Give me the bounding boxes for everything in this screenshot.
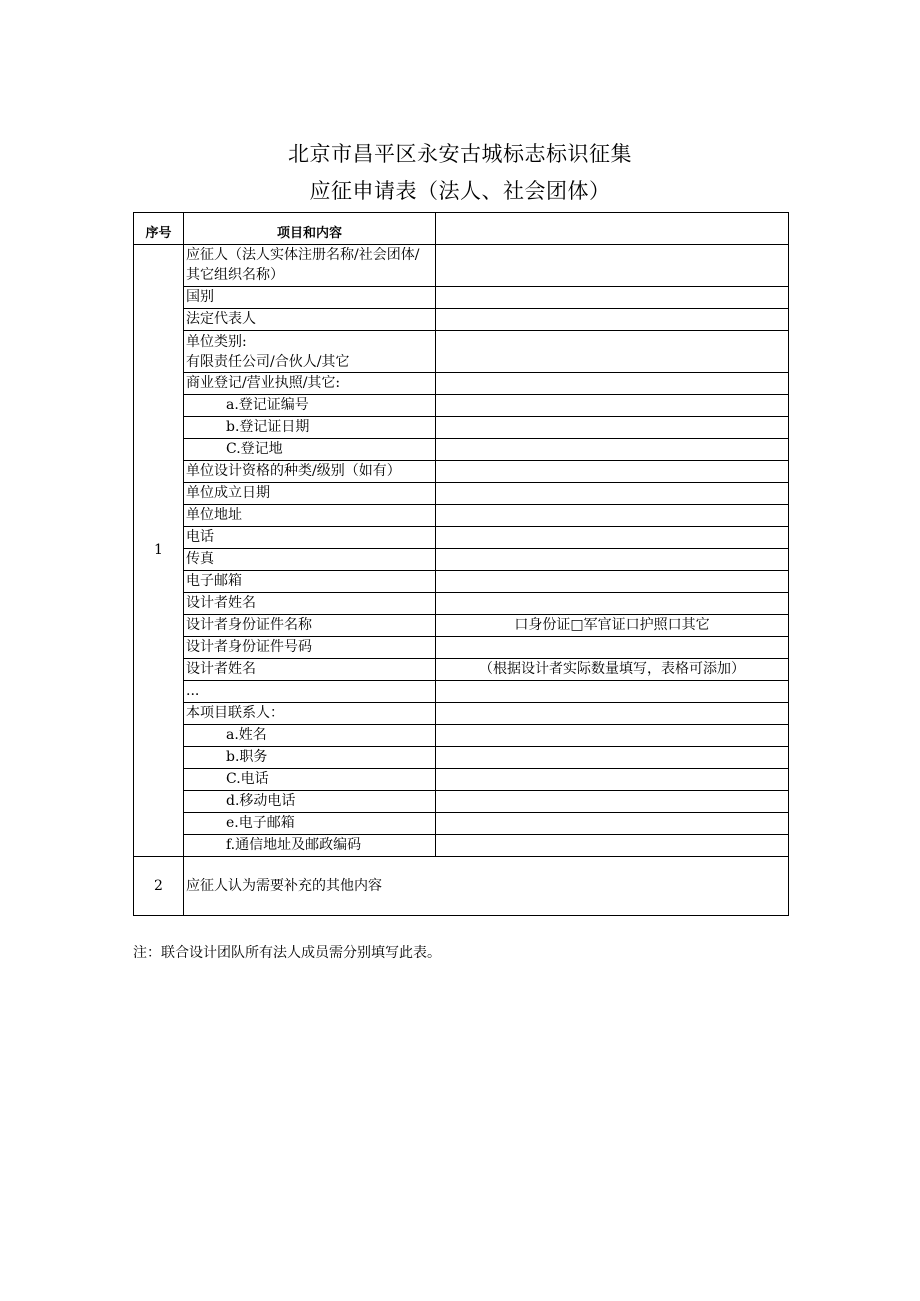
row-value-field[interactable] [436,681,789,703]
row-item-label: f.通信地址及邮政编码 [184,835,436,857]
table-row [134,857,789,916]
table-row [134,373,789,395]
row-item-label: 商业登记/营业执照/其它: [184,373,436,395]
section-number: 1 [134,245,184,857]
row-item-label: 设计者姓名 [184,659,436,681]
row-value-field[interactable] [436,483,789,505]
table-row [134,483,789,505]
row-value-field[interactable] [436,505,789,527]
table-row [134,571,789,593]
table-row [134,791,789,813]
row-item-label: 单位类别: 有限责任公司/合伙人/其它 [184,331,436,373]
row-value-field[interactable] [436,835,789,857]
table-row [134,659,789,681]
table-row [134,527,789,549]
row-value-field[interactable] [436,791,789,813]
footnote: 注：联合设计团队所有法人成员需分别填写此表。 [133,945,441,961]
row-item-label: a.登记证编号 [184,395,436,417]
row-value-field[interactable] [436,395,789,417]
row-item-label: e.电子邮箱 [184,813,436,835]
row-value-field[interactable] [436,461,789,483]
header-value [436,213,789,245]
table-row [134,637,789,659]
row-item-label: 传真 [184,549,436,571]
table-header-row [134,213,789,245]
row-value-field[interactable] [436,245,789,287]
row-item-label: 电子邮箱 [184,571,436,593]
row-item-label: 电话 [184,527,436,549]
row-value-field[interactable] [436,549,789,571]
table-row [134,287,789,309]
form-title-line1: 北京市昌平区永安古城标志标识征集 [288,142,632,166]
table-row [134,461,789,483]
table-row [134,417,789,439]
row-value-field[interactable] [436,637,789,659]
table-row [134,703,789,725]
row-value-field[interactable] [436,373,789,395]
table-row [134,593,789,615]
row-value-field[interactable] [436,747,789,769]
row-item-label: 应征人（法人实体注册名称/社会团体/其它组织名称） [184,245,436,287]
row-value-field[interactable] [436,439,789,461]
row-item-label: b.登记证日期 [184,417,436,439]
row-value-field[interactable] [436,417,789,439]
form-title-line2: 应征申请表（法人、社会团体） [309,179,611,203]
table-row [134,395,789,417]
table-row [134,245,789,287]
table-row [134,681,789,703]
row-item-label: b.职务 [184,747,436,769]
row-item-label: 单位成立日期 [184,483,436,505]
row-value-field[interactable]: （根据设计者实际数量填写，表格可添加） [436,659,789,681]
application-form-table [133,212,789,916]
table-row [134,309,789,331]
header-item-content: 项目和内容 [184,213,436,245]
row-value-field[interactable] [436,331,789,373]
row-value-field[interactable] [436,309,789,331]
row-item-label: 设计者身份证件号码 [184,637,436,659]
row-item-label: d.移动电话 [184,791,436,813]
row-item-label: 本项目联系人： [184,703,436,725]
row-value-field[interactable] [436,813,789,835]
table-row [134,615,789,637]
table-row [134,747,789,769]
table-row [134,835,789,857]
table-row [134,549,789,571]
row-item-label: 单位设计资格的种类/级别（如有） [184,461,436,483]
section-number: 2 [134,857,184,916]
row-item-label: 设计者姓名 [184,593,436,615]
row-value-field[interactable] [436,571,789,593]
table-row [134,505,789,527]
table-row [134,439,789,461]
row-item-label: a.姓名 [184,725,436,747]
row-item-label: 设计者身份证件名称 [184,615,436,637]
header-serial-number: 序号 [134,213,184,245]
row-item-label: 国别 [184,287,436,309]
row-value-field[interactable] [436,725,789,747]
row-value-field[interactable] [436,703,789,725]
row-item-label: 法定代表人 [184,309,436,331]
row-value-field[interactable] [436,593,789,615]
supplementary-content-field[interactable]: 应征人认为需要补充的其他内容 [184,857,789,916]
row-item-label: 单位地址 [184,505,436,527]
table-row [134,725,789,747]
table-row [134,769,789,791]
row-value-field[interactable] [436,527,789,549]
row-item-label: ... [184,681,436,703]
table-row [134,813,789,835]
row-value-field[interactable]: 口身份证□军官证口护照口其它 [436,615,789,637]
row-value-field[interactable] [436,287,789,309]
row-value-field[interactable] [436,769,789,791]
row-item-label: C.电话 [184,769,436,791]
table-row [134,331,789,373]
row-item-label: C.登记地 [184,439,436,461]
